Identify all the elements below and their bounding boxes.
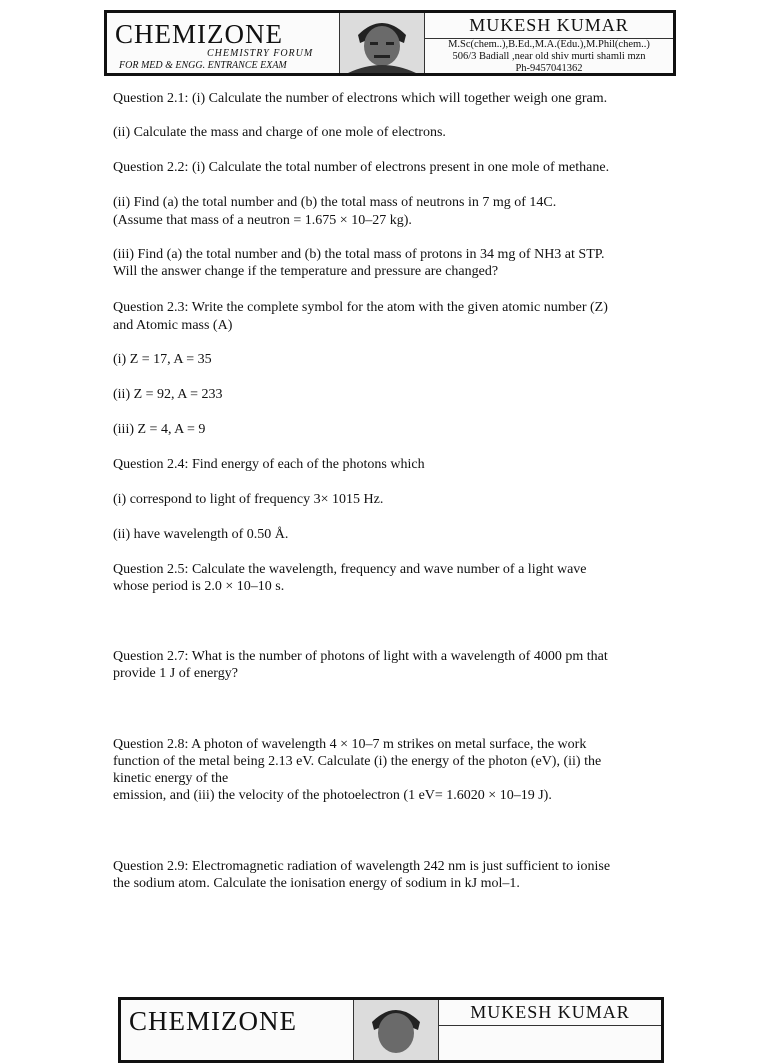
portrait-image <box>340 13 424 73</box>
footer-author-photo <box>353 1000 439 1060</box>
question-2-7-line2: provide 1 J of energy? <box>113 666 238 681</box>
question-2-2-i: Question 2.2: (i) Calculate the total number of electrons present in one mole of methane. <box>113 160 610 175</box>
question-2-4-ii: (ii) have wavelength of 0.50 Å. <box>113 527 289 542</box>
question-2-2-ii-line1: (ii) Find (a) the total number and (b) the total mass of neutrons in 7 mg of 14C. <box>113 195 557 210</box>
question-2-5-line1: Question 2.5: Calculate the wavelength, frequency and wave number of a light wave <box>113 562 587 577</box>
question-2-8-line4: emission, and (iii) the velocity of the photoelectron (1 eV= 1.6020 × 10–19 J). <box>113 788 552 803</box>
footer-author-name: MUKESH KUMAR <box>439 1002 661 1026</box>
author-qualification: M.Sc(chem..),B.Ed.,M.A.(Edu.),M.Phil(chem..) <box>448 39 650 50</box>
author-name: MUKESH KUMAR <box>425 15 673 39</box>
question-2-5-line2: whose period is 2.0 × 10–10 s. <box>113 579 285 594</box>
exam-subtitle: FOR MED & ENGG. ENTRANCE EXAM <box>119 60 287 71</box>
question-2-2-iii-line1: (iii) Find (a) the total number and (b) the total mass of protons in 34 mg of NH3 at STP. <box>113 247 605 262</box>
question-2-8-line2: function of the metal being 2.13 eV. Calculate (i) the energy of the photon (eV), (ii) the <box>113 754 602 769</box>
question-2-9-line1: Question 2.9: Electromagnetic radiation of wavelength 242 nm is just sufficient to ionise <box>113 859 611 874</box>
forum-subtitle: CHEMISTRY FORUM <box>207 48 314 59</box>
question-2-1-ii: (ii) Calculate the mass and charge of one mole of electrons. <box>113 125 446 140</box>
question-2-2-iii-line2: Will the answer change if the temperature and pressure are changed? <box>113 264 499 279</box>
question-2-7-line1: Question 2.7: What is the number of photons of light with a wavelength of 4000 pm that <box>113 649 608 664</box>
author-photo <box>339 13 425 73</box>
brand-title: CHEMIZONE <box>115 19 283 49</box>
question-2-3-iii: (iii) Z = 4, A = 9 <box>113 422 206 437</box>
question-2-4-i: (i) correspond to light of frequency 3× 1015 Hz. <box>113 492 384 507</box>
footer-brand-title: CHEMIZONE <box>129 1006 297 1036</box>
footer-author-block <box>439 1000 661 1060</box>
question-2-2-ii-line2: (Assume that mass of a neutron = 1.675 × 10–27 kg). <box>113 213 412 228</box>
author-block <box>425 13 673 73</box>
footer-portrait-image <box>354 1000 438 1060</box>
question-2-1-i: Question 2.1: (i) Calculate the number of electrons which will together weigh one gram. <box>113 91 608 106</box>
brand-block <box>107 13 339 73</box>
author-phone: Ph-9457041362 <box>515 63 583 74</box>
header-banner <box>104 10 676 76</box>
author-address: 506/3 Badiall ,near old shiv murti shamli mzn <box>452 51 646 62</box>
question-2-9-line2: the sodium atom. Calculate the ionisation energy of sodium in kJ mol–1. <box>113 876 520 891</box>
question-2-3-ii: (ii) Z = 92, A = 233 <box>113 387 223 402</box>
question-2-8-line3: kinetic energy of the <box>113 771 229 786</box>
question-2-3-line1: Question 2.3: Write the complete symbol for the atom with the given atomic number (Z) <box>113 300 608 315</box>
question-2-3-line2: and Atomic mass (A) <box>113 318 233 333</box>
question-2-3-i: (i) Z = 17, A = 35 <box>113 352 212 367</box>
question-2-8-line1: Question 2.8: A photon of wavelength 4 × 10–7 m strikes on metal surface, the work <box>113 737 587 752</box>
footer-brand-block <box>121 1000 353 1060</box>
question-2-4: Question 2.4: Find energy of each of the photons which <box>113 457 425 472</box>
footer-banner <box>118 997 664 1063</box>
